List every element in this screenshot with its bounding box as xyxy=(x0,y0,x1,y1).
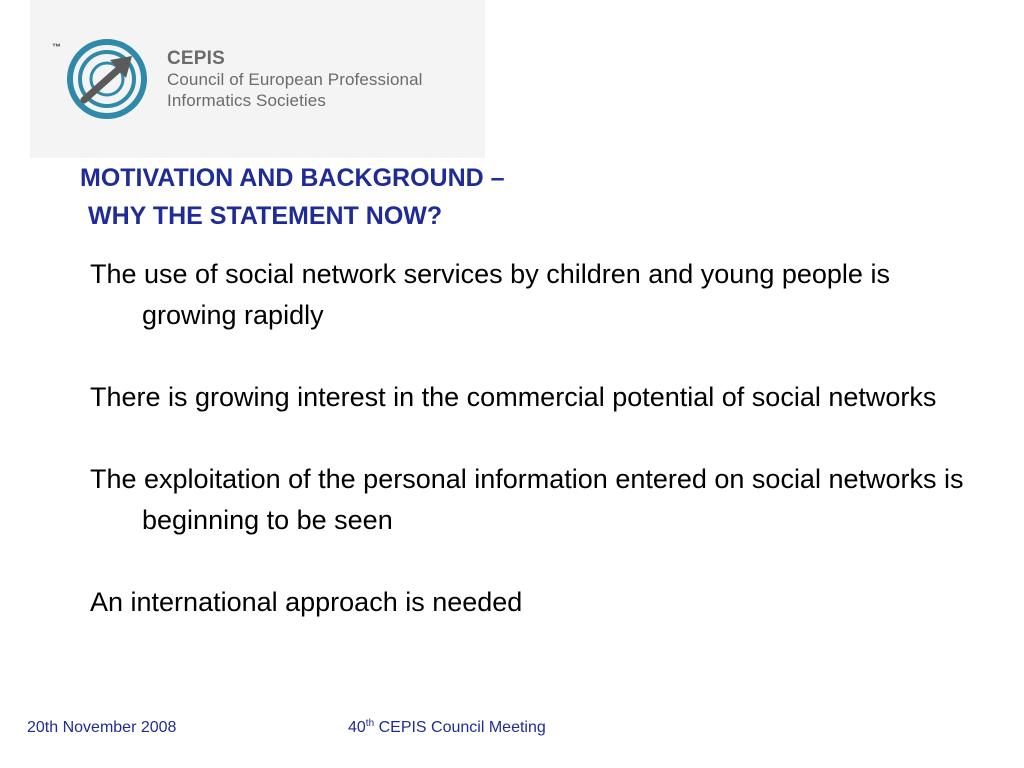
org-acronym: CEPIS xyxy=(167,48,226,69)
org-name-line2: Informatics Societies xyxy=(167,91,326,110)
bullet-item: The exploitation of the personal information entered on social networks is beginning to be seen xyxy=(90,464,964,535)
slide-title-line2: WHY THE STATEMENT NOW? xyxy=(88,202,443,230)
bullet-item: An international approach is needed xyxy=(90,587,523,617)
org-name-line1: Council of European Professional xyxy=(167,70,423,89)
bullet-item: The use of social network services by children and young people is growing rapidly xyxy=(90,259,890,330)
footer-meeting xyxy=(348,719,546,737)
trademark-symbol: ™ xyxy=(52,42,61,52)
bullet-item: There is growing interest in the commercial potential of social networks xyxy=(90,382,937,412)
meeting-number: 40 xyxy=(348,719,366,736)
footer-date: 20th November 2008 xyxy=(27,719,177,736)
slide-title xyxy=(80,159,960,235)
cepis-logo-icon xyxy=(66,38,148,120)
bullet-list xyxy=(90,254,970,623)
slide-title-line1: MOTIVATION AND BACKGROUND – xyxy=(80,164,505,192)
meeting-text: CEPIS Council Meeting xyxy=(374,719,546,736)
meeting-ordinal-suffix: th xyxy=(365,718,375,729)
